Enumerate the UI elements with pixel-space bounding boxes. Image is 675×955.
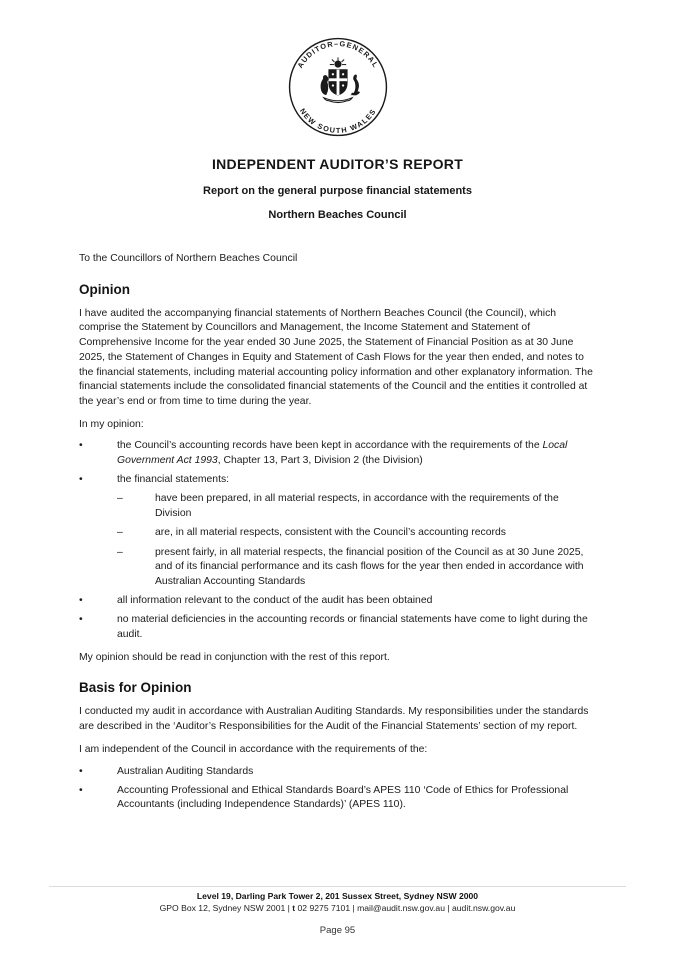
bullet-text-run: , Chapter 13, Part 3, Division 2 (the Division) [217,455,423,467]
nsw-coat-of-arms-icon [287,36,389,138]
bullet-marker: • [79,784,83,796]
sub-bullet-text: have been prepared, in all material respects, in accordance with the requirements of the Division [155,493,559,520]
seal-top-text: AUDITOR–GENERAL [294,39,381,70]
dash-marker: – [117,527,123,539]
bullet-text [117,439,596,468]
bullet-marker: • [79,614,83,626]
report-subtitle: Report on the general purpose financial statements [203,185,472,197]
footer-phone-label: t [292,903,296,913]
dash-marker: – [117,493,123,505]
act-title-italic: Local Government Act 1993 [117,440,568,467]
auditor-general-seal [0,0,675,143]
basis-bullet-list [79,765,596,814]
footer-address-line1: Level 19, Darling Park Tower 2, 201 Sussex Street, Sydney NSW 2000 [196,891,479,901]
sub-bullet-item [117,546,596,590]
page-footer [49,886,626,937]
footer-text-run: GPO Box 12, Sydney NSW 2001 | [159,903,293,913]
bullet-item [79,613,596,642]
svg-text:NEW SOUTH WALES [297,107,377,135]
bullet-item [79,594,596,609]
basis-paragraph-1: I conducted my audit in accordance with Australian Auditing Standards. My responsibilities under the standards are described in the ‘Auditor’s Responsibilities for the Audit of the Financial Statements’ section of my report. [79,706,589,733]
basis-for-opinion-heading: Basis for Opinion [79,680,192,696]
bullet-marker: • [79,765,83,777]
bullet-item [79,784,596,813]
sub-bullet-text: are, in all material respects, consistent with the Council’s accounting records [155,527,506,539]
bullet-item [79,473,596,488]
bullet-text: Accounting Professional and Ethical Standards Board’s APES 110 ‘Code of Ethics for Professional Accountants (including Independence Standards)’ (APES 110). [117,784,569,811]
page-number: Page 95 [319,925,356,936]
opinion-paragraph-2: In my opinion: [79,418,144,430]
seal-bottom-text: NEW SOUTH WALES [297,106,378,135]
opinion-paragraph-1: I have audited the accompanying financial statements of Northern Beaches Council (the Council), which comprise the Statement by Councillors and Management, the Income Statement and Statement of Comprehensive Income for the year ended 30 June 2025, the Statement of Financial Position as at 30 June 2025, the Statement of Changes in Equity and Statement of Cash Flows for the year then ended, and notes to the financial statements, including material accounting policy information and other explanatory information. The financial statements include the consolidated financial statements of the Council and the entities it controlled at the year’s end or from time to time during the year. [79,307,593,407]
footer-address-line2 [49,903,626,914]
bullet-text: the financial statements: [117,474,230,486]
bullet-text-run: the Council’s accounting records have been kept in accordance with the requirements of the [117,440,543,452]
report-title: INDEPENDENT AUDITOR’S REPORT [211,156,464,172]
bullet-text: all information relevant to the conduct of the audit has been obtained [117,595,433,607]
council-name: Northern Beaches Council [268,209,407,221]
opinion-closing-paragraph: My opinion should be read in conjunction with the rest of this report. [79,651,390,663]
bullet-text: no material deficiencies in the accounting records or financial statements have come to light during the audit. [117,614,588,641]
footer-text-run: 02 9275 7101 | mail@audit.nsw.gov.au | audit.nsw.gov.au [295,903,516,913]
dash-marker: – [117,546,123,558]
bullet-text: Australian Auditing Standards [117,765,254,777]
sub-bullet-item [117,492,596,521]
bullet-marker: • [79,595,83,607]
sub-bullet-text: present fairly, in all material respects, the financial position of the Council as at 30 June 2025, and of its financial performance and its cash flows for the year then ended in accordance with Australian Accounting Standards [155,546,584,587]
bullet-marker: • [79,474,83,486]
basis-paragraph-2: I am independent of the Council in accordance with the requirements of the: [79,743,428,755]
opinion-heading: Opinion [79,281,130,297]
bullet-marker: • [79,440,83,452]
opinion-bullet-list [79,439,596,642]
opinion-sub-list [117,492,596,589]
salutation: To the Councillors of Northern Beaches Council [79,253,298,264]
sub-bullet-item [117,526,596,541]
bullet-item [79,765,596,780]
bullet-item [79,439,596,468]
